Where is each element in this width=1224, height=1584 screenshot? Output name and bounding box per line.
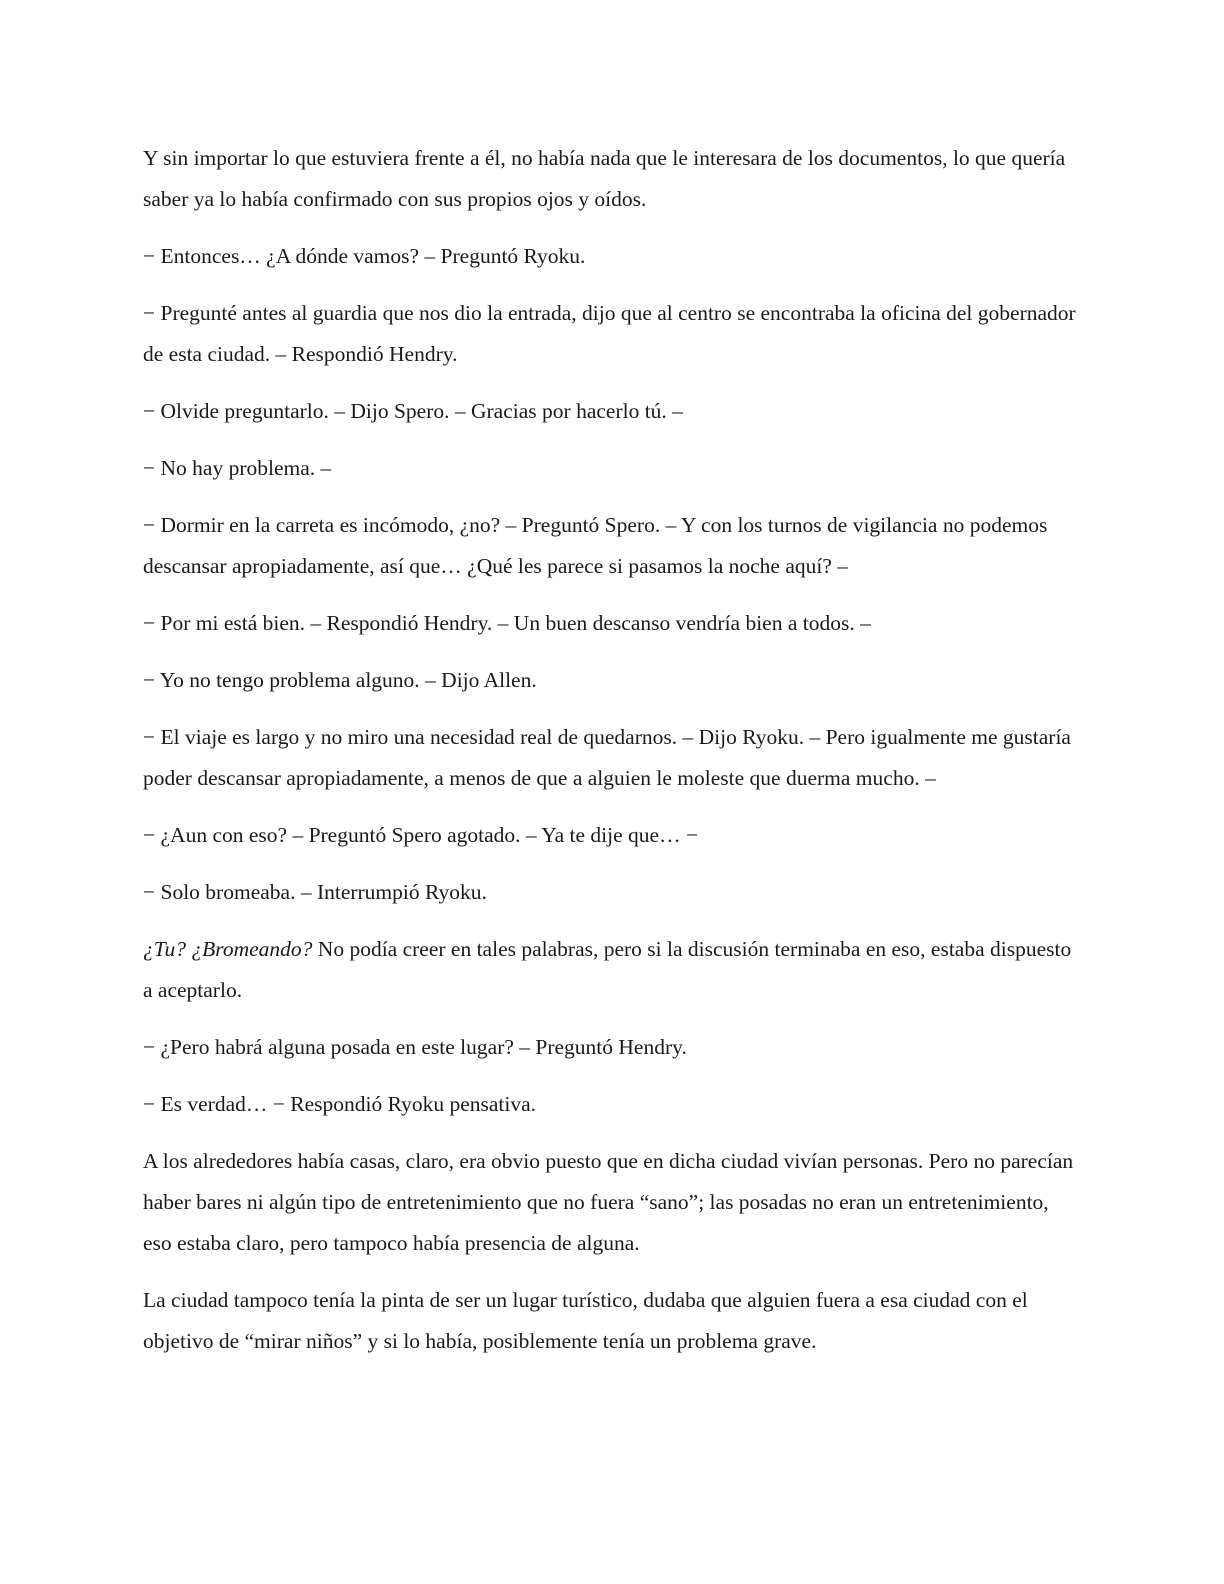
- paragraph-11: − Solo bromeaba. – Interrumpió Ryoku.: [143, 880, 487, 904]
- paragraph-15: A los alrededores había casas, claro, era obvio puesto que en dicha ciudad vivían personas. Pero no parecían haber bares ni algún tipo de entretenimiento que no fuera “sano”; las posadas no eran un entretenimiento, eso estaba claro, pero tampoco había presencia de alguna.: [143, 1149, 1074, 1255]
- paragraph-9: − El viaje es largo y no miro una necesidad real de quedarnos. – Dijo Ryoku. – Pero igualmente me gustaría poder descansar apropiadamente, a menos de que a alguien le moleste que duerma mucho. –: [143, 725, 1071, 790]
- paragraph-8: − Yo no tengo problema alguno. – Dijo Allen.: [143, 668, 537, 692]
- document-page: [143, 138, 1078, 1378]
- paragraph-5: − No hay problema. –: [143, 456, 332, 480]
- paragraph-12: [143, 929, 1078, 1011]
- paragraph-2: − Entonces… ¿A dónde vamos? – Preguntó Ryoku.: [143, 244, 586, 268]
- paragraph-16: La ciudad tampoco tenía la pinta de ser un lugar turístico, dudaba que alguien fuera a esa ciudad con el objetivo de “mirar niños” y si lo había, posiblemente tenía un problema grave.: [143, 1288, 1028, 1353]
- paragraph-10: − ¿Aun con eso? – Preguntó Spero agotado. – Ya te dije que… −: [143, 823, 699, 847]
- paragraph-6: − Dormir en la carreta es incómodo, ¿no? – Preguntó Spero. – Y con los turnos de vigilancia no podemos descansar apropiadamente, así que… ¿Qué les parece si pasamos la noche aquí? –: [143, 513, 1048, 578]
- paragraph-12-text: No podía creer en tales palabras, pero si la discusión terminaba en eso, estaba dispuesto a aceptarlo.: [143, 937, 1072, 1002]
- paragraph-1: Y sin importar lo que estuviera frente a él, no había nada que le interesara de los documentos, lo que quería saber ya lo había confirmado con sus propios ojos y oídos.: [143, 146, 1066, 211]
- paragraph-4: − Olvide preguntarlo. – Dijo Spero. – Gracias por hacerlo tú. –: [143, 399, 683, 423]
- paragraph-7: − Por mi está bien. – Respondió Hendry. – Un buen descanso vendría bien a todos. –: [143, 611, 871, 635]
- paragraph-13: − ¿Pero habrá alguna posada en este lugar? – Preguntó Hendry.: [143, 1035, 687, 1059]
- paragraph-14: − Es verdad… − Respondió Ryoku pensativa.: [143, 1092, 537, 1116]
- paragraph-3: − Pregunté antes al guardia que nos dio la entrada, dijo que al centro se encontraba la oficina del gobernador de esta ciudad. – Respondió Hendry.: [143, 301, 1076, 366]
- italic-thought: ¿Tu? ¿Bromeando?: [143, 937, 313, 961]
